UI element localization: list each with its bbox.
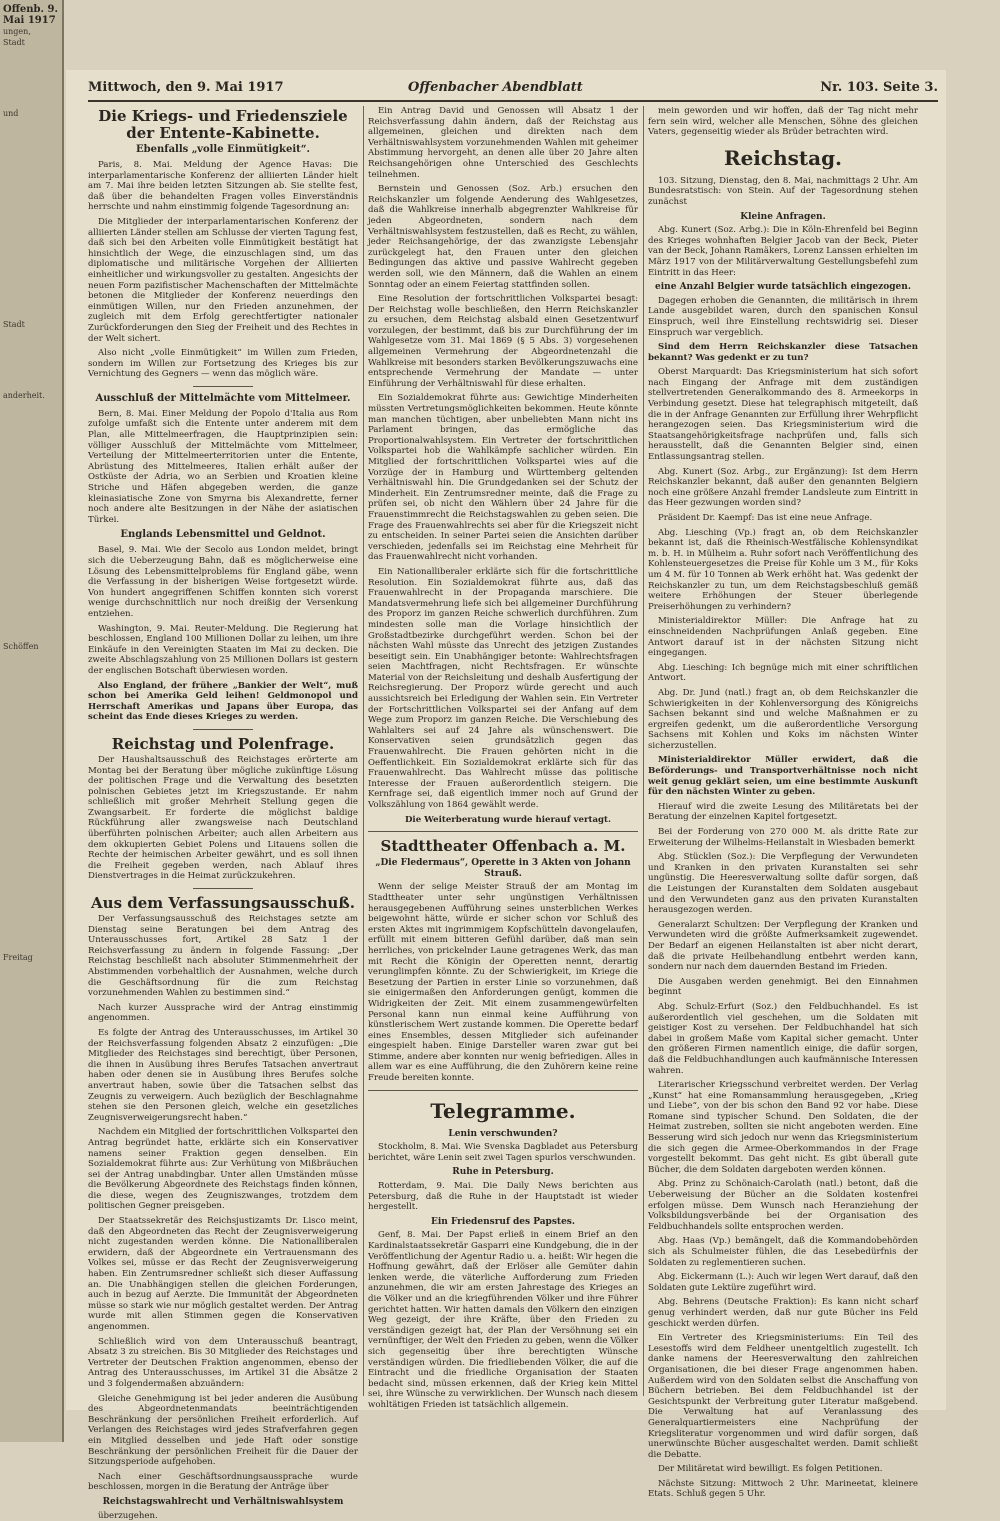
column-1 <box>88 106 358 1396</box>
paragraph: Nächste Sitzung: Mittwoch 2 Uhr. Marineetat, kleinere Etats. Schluß gegen 5 Uhr. <box>648 1479 918 1500</box>
article-headline: Die Kriegs- und Friedensziele der Entente-Kabinette. <box>88 108 358 142</box>
paragraph: Also England, der frühere „Bankier der Welt“, muß schon bei Amerika Geld leihen! Geldmonopol und Herrschaft Amerikas und Japans über Europa, das scheint das Ende dieses Krieges zu werden. <box>88 681 358 723</box>
paragraph: Schließlich wird von dem Unterausschuß beantragt, Absatz 3 zu streichen. Bis 30 Mitglieder des Reichstages und Vertreter der Deutschen Fraktion angenommen, ebenso der Antrag des Unterausschusses, im Artikel 31 die Absätze 2 und 3 folgendermaßen abzuändern: <box>88 1337 358 1390</box>
paragraph: Oberst Marquardt: Das Kriegsministerium hat sich sofort nach Eingang der Anfrage mit dem zuständigen stellvertretenden Generalkommando des 8. Armeekorps in Verbindung gesetzt. Diese hat telegraphisch mitgeteilt, daß die in der Anfrage Genannten zur Erfüllung ihrer Wehrpflicht herangezogen seien. Das Kriegsministerium wird die Staatsangehörigkeitsfrage nachprüfen und, falls sich herausstellt, daß die Genannten Belgier sind, einen Entlassungsantrag stellen. <box>648 367 918 462</box>
divider <box>193 729 253 730</box>
paragraph: Abg. Kunert (Soz. Arbg.): Die in Köln-Ehrenfeld bei Beginn des Krieges wohnhaften Belgier Jacob van der Beck, Pieter van der Beck, Johann Ramäkers, Lorenz Lanssen erhielten im März 1917 von der Militärverwaltung Gestellungsbefehl zum Eintritt in das Heer: <box>648 225 918 278</box>
play-title: „Die Fledermaus“, Operette in 3 Akten von Johann Strauß. <box>368 858 638 879</box>
paragraph: Ministerialdirektor Müller: Die Anfrage hat zu einschneidenden Nachprüfungen Anlaß gegeben. Eine Antwort darauf ist in der nächsten Sitzung nicht eingegangen. <box>648 616 918 658</box>
header-issue: Nr. 103. Seite 3. <box>820 80 938 95</box>
paragraph: Abg. Kunert (Soz. Arbg., zur Ergänzung): Ist dem Herrn Reichskanzler bekannt, daß außer den genannten Belgiern noch eine größere Anzahl fremder Landsleute zum Eintritt in das Heer gezwungen worden sind? <box>648 467 918 509</box>
paragraph: Basel, 9. Mai. Wie der Secolo aus London meldet, bringt sich die Ueberzeugung Bahn, daß es möglicherweise eine Lösung des Lebensmittelproblems für England gäbe, wenn die Verfassung in der bisherigen Weise fortgesetzt würde. Von hundert angegriffenen Schiffen konnten sich vorerst wenige durchschnittlich nur noch dreißig der Versenkung entziehen. <box>88 545 358 619</box>
gutter-line: Schöffen <box>0 641 62 652</box>
paragraph: Dagegen erhoben die Genannten, die militärisch in ihrem Lande ausgebildet waren, durch den spanischen Konsul Einspruch, weil ihre Einstellung rechtswidrig sei. Dieser Einspruch war vergeblich. <box>648 296 918 338</box>
paragraph: Ein Sozialdemokrat führte aus: Gewichtige Minderheiten müssten Vertretungsmöglichkeiten bekommen. Heute könnte man manchen tüchtigen, aber unbeliebten Mann nicht ins Parlament bringen, das ermögliche das Proportionalwahlsystem. Ein Vertreter der fortschrittlichen Volkspartei hob die Wahlkämpfe sachlicher würden. Ein Mitglied der fortschrittlichen Volkspartei wies auf die Vorzüge der in Hamburg und Württemberg geltenden Verhältniswahl hin. Die Grundgedanken sei der Schutz der Minderheit. Ein Zentrumsredner meinte, daß die Frage zu prüfen sei, ob nicht den Wählern über 24 Jahre für die Frauenstimmrecht die Reichstagswahlen zu geben seien. Die Frage des Frauenwahlrechts sei aber für die Kriegszeit nicht zu entscheiden. In seiner Partei seien die Ansichten darüber verschieden, jedenfalls sei im Reichstag eine Mehrheit für das Frauenwahlrecht nicht vorhanden. <box>368 393 638 563</box>
article-headline: Ausschluß der Mittelmächte vom Mittelmeer. <box>88 393 358 405</box>
paragraph: Generalarzt Schultzen: Der Verpflegung der Kranken und Verwundeten wird die größte Aufmerksamkeit zugewendet. Der Bedarf an eigenen Heilanstalten ist aber nicht derart, daß die private Heilbehandlung entbehrt werden kann, sondern nur nach dem dauernden Bestand im Frieden. <box>648 920 918 973</box>
left-margin-strip <box>0 0 64 1442</box>
paragraph: Es folgte der Antrag des Unterausschusses, im Artikel 30 der Reichsverfassung folgenden Absatz 2 einzufügen: „Die Mitglieder des Reichstages sind berechtigt, über Personen, die ihnen in Ausübung ihres Berufes Tatsachen anvertraut haben oder denen sie in Ausübung ihres Berufes solche anvertraut haben, sowie über die Tatsachen selbst das Zeugnis zu verweigern. Auch bezüglich der Beschlagnahme stehen sie den Personen gleich, welche ein gesetzliches Zeugnisverweigerungsrecht haben.“ <box>88 1028 358 1123</box>
emphasis-line: eine Anzahl Belgier wurde tatsächlich eingezogen. <box>648 282 918 293</box>
page-header <box>88 78 938 102</box>
column-2 <box>368 106 638 1396</box>
newspaper-page <box>66 70 946 1410</box>
divider <box>193 888 253 889</box>
paragraph: Nachdem ein Mitglied der fortschrittlichen Volkspartei den Antrag begründet hatte, erklärte sich ein Konservativer namens seiner Fraktion gegen denselben. Ein Sozialdemokrat führte aus: Zur Verhütung von Mißbräuchen sei der Antrag unabdingbar. Unter allen Umständen müsse die Bevölkerung Abgeordnete des Reichstags finden können, die diese, wegen des Zeugniszwanges, trotzdem dem politischen Gegner preisgeben. <box>88 1127 358 1212</box>
paragraph: Paris, 8. Mai. Meldung der Agence Havas: Die interparlamentarische Konferenz der alliierten Länder hielt am 7. Mai ihre beiden letzten Sitzungen ab. Sie stellte fest, daß über die behandelten Fragen volles Einverständnis herrschte und nahm einstimmig folgende Tagesordnung an: <box>88 160 358 213</box>
gutter-line: Stadt <box>0 319 62 330</box>
paragraph: Abg. Eickermann (L.): Auch wir legen Wert darauf, daß den Soldaten gute Lektüre zugeführt wird. <box>648 1272 918 1293</box>
paragraph: Hierauf wird die zweite Lesung des Militäretats bei der Beratung der einzelnen Kapitel fortgesetzt. <box>648 802 918 823</box>
paragraph: Abg. Behrens (Deutsche Fraktion): Es kann nicht scharf genug verhindert werden, daß nur gute Bücher ins Feld geschickt werden dürfen. <box>648 1297 918 1329</box>
paragraph: Abg. Dr. Jund (natl.) fragt an, ob dem Reichskanzler die Schwierigkeiten in der Kohlenversorgung des Königreichs Sachsen bekannt sind und welche Maßnahmen er zu ergreifen gedenkt, um die außerordentliche Versorgung Sachsens mit Kohlen und Koks im nächsten Winter sicherzustellen. <box>648 688 918 752</box>
paragraph: mein geworden und wir hoffen, daß der Tag nicht mehr fern sein wird, welcher alle Menschen, Söhne des gleichen Vaters, gegenseitig wieder als Brüder betrachten wird. <box>648 106 918 138</box>
paragraph: Der Staatssekretär des Reichsjustizamts Dr. Lisco meint, daß den Abgeordneten das Recht der Zeugnisverweigerung nicht zugestanden werden könne. Die Nationalliberalen erwidern, daß der Abgeordnete ein Vertrauensmann des Volkes sei, müsse er das Recht der Zeugnisverweigerung haben. Ein Zentrumsredner schließt sich dieser Auffassung an. Die Unabhängigen stellen die gleichen Forderungen, auch in bezug auf Aerzte. Die Immunität der Abgeordneten müsse so stark wie nur möglich gestaltet werden. Der Antrag wurde mit allen Stimmen gegen die Konservativen angenommen. <box>88 1216 358 1333</box>
paragraph: Eine Resolution der fortschrittlichen Volkspartei besagt: Der Reichstag wolle beschließen, den Herrn Reichskanzler zu ersuchen, dem Reichstag alsbald einen Gesetzentwurf vorzulegen, der bestimmt, daß bis zur Durchführung der im Wahlgesetze vom 31. Mai 1869 (§ 5 Abs. 3) vorgesehenen allgemeinen Vermehrung der Abgeordnetenzahl die Wahlkreise mit besonders starken Bevölkerungszuwachs eine entsprechende Vermehrung der Mandate — unter Einführung der Verhältniswahl für diese erhalten. <box>368 294 638 389</box>
paragraph: überzugehen. <box>88 1511 358 1521</box>
gutter-heading: Offenb. 9. Mai 1917 <box>0 4 62 26</box>
section-headline-telegrams: Telegramme. <box>368 1099 638 1123</box>
section-headline-reichstag: Reichstag. <box>648 146 918 170</box>
paragraph: Bei der Forderung von 270 000 M. als dritte Rate zur Erweiterung der Wilhelms-Heilanstalt in Wiesbaden bemerkt <box>648 827 918 848</box>
paragraph: Abg. Stücklen (Soz.): Die Verpflegung der Verwundeten und Kranken in den privaten Kuranstalten sei sehr ungünstig. Die Heeresverwaltung sollte dafür sorgen, daß die Leistungen der Kuranstalten dem Soldaten ausgebaut und den Verwundeten ganz aus den privaten Kuranstalten herausgezogen werden. <box>648 852 918 916</box>
paragraph: Ministerialdirektor Müller erwidert, daß die Beförderungs- und Transportverhältnisse noch nicht weit genug geklärt seien, um eine bestimmte Auskunft für den nächsten Winter zu geben. <box>648 755 918 797</box>
article-headline: Englands Lebensmittel und Geldnot. <box>88 529 358 541</box>
header-date: Mittwoch, den 9. Mai 1917 <box>88 80 284 95</box>
paragraph: Der Verfassungsausschuß des Reichstages setzte am Dienstag seine Beratungen bei dem Antrag des Unterausschusses fort, Artikel 28 Satz 1 der Reichsverfassung zu ändern in folgende Fassung: „Der Reichstag beschließt nach absoluter Stimmenmehrheit der Abstimmenden vorbehaltlich der Ausnahmen, welche durch die Geschäftsordnung für die zum Reichstag vorzunehmenden Wahlen zu bestimmen sind.“ <box>88 914 358 999</box>
paragraph: Wenn der selige Meister Strauß der am Montag im Stadttheater unter sehr ungünstigen Verhältnissen herausgegebenen Aufführung seines unsterblichen Werkes beigewohnt hätte, würde er sicher schon vor Schluß des ersten Aktes mit ingrimmigem Kopfschütteln davongelaufen, erfüllt mit einem bitteren Gefühl darüber, daß man sein herrliches, von prickelnder Laune getragenes Werk, das man mit Recht die Königin der Operetten nennt, derartig verunglimpfen könnte. Zu der Schwierigkeit, im Kriege die Besetzung der Partien in erster Linie so vorzunehmen, daß sie einigermaßen den Anforderungen genügt, kommen die Widrigkeiten der Zeit. Mit einem zusammengewürfelten Personal kann nun einmal keine Aufführung von künstlerischem Wert zustande kommen. Die Operette bedarf eines Ensembles, dessen Mitglieder sich aufeinander eingespielt haben. Einige Darsteller waren zwar gut bei Stimme, andere aber konnten nur wenig befriedigen. Alles in allem war es eine Aufführung, die den Zuhörern keine reine Freude bereiten konnte. <box>368 882 638 1083</box>
paragraph: Ein Antrag David und Genossen will Absatz 1 der Reichsverfassung dahin ändern, daß der Reichstag aus allgemeinen, gleichen und direkten nach dem Verhältniswahlsystem vorzunehmenden Wahlen mit geheimer Abstimmung hervorgeht, an denen alle über 20 Jahre alten Reichsangehörigen ohne Unterschied des Geschlechts teilnehmen. <box>368 106 638 180</box>
paragraph: Washington, 9. Mai. Reuter-Meldung. Die Regierung hat beschlossen, England 100 Millionen Dollar zu leihen, um ihre Einkäufe in den Vereinigten Staaten im Mai zu decken. Die zweite Abschlagszahlung von 25 Millionen Dollars ist gestern der englischen Botschaft überwiesen worden. <box>88 624 358 677</box>
paragraph: Bern, 8. Mai. Einer Meldung der Popolo d'Italia aus Rom zufolge umfaßt sich die Entente unter anderem mit dem Plan, alle Mittelmeerfragen, die Hauptprinzipien sein: völliger Ausschluß der Mittelmächte vom Mittelmeer, Verteilung der Mittelmeerterritorien unter die Entente, Abrüstung des Mittelmeeres, Italien erhält außer der Ostküste der Adria, wo an Serbien und Kroatien kleine Striche und Häfen abgegeben werden, die ganze kleinasiatische Zone von Smyrna bis Alexandrette, ferner noch andere alte Besitzungen in der Nähe der asiatischen Türkei. <box>88 409 358 526</box>
article-headline: Stadttheater Offenbach a. M. <box>368 838 638 855</box>
gutter-line: Freitag <box>0 952 62 963</box>
paragraph: Genf, 8. Mai. Der Papst erließ in einem Brief an den Kardinalstaatssekretär Gasparri eine Kundgebung, die in der Veröffentlichung der Agentur Radio u. a. heißt: Wir hegen die Hoffnung gewährt, daß der Erlöser alle Gemüter dahin lenken werde, die väterliche Aufforderung zum Frieden anzunehmen, die wir am ersten Jahrestage des Krieges an die Völker und an die kriegführenden Völker und ihre Führer gerichtet hatten. Wir hatten damals den Völkern den einzigen Weg gezeigt, der ihre Kräfte, über den Frieden zu verständigen gezeigt hat, der Plan der Versöhnung sei ein vernünftiger, der Welt den Frieden zu geben, wenn die Völker sich gegenseitig über ihre berechtigten Wünsche verständigen würden. Die friedliebenden Völker, die auf die Eintracht und die friedliche Organisation der Staaten bedacht sind, müssen erkennen, daß der Krieg kein Mittel sei, ihre Wünsche zu verwirklichen. Der Wunsch nach diesem wohltätigen Frieden ist tatsächlich allgemein. <box>368 1230 638 1410</box>
article-headline: Reichstag und Polenfrage. <box>88 736 358 753</box>
paragraph: Abg. Prinz zu Schönaich-Carolath (natl.) betont, daß die Ueberweisung der Bücher an die Soldaten kostenfrei erfolgen müsse. Dem Wunsch nach Heranziehung der Volksbildungsverbände bei der Organisation des Feldbuchhandels sollte entsprochen werden. <box>648 1179 918 1232</box>
gutter-line: Stadt <box>0 37 62 48</box>
paragraph: Die Mitglieder der interparlamentarischen Konferenz der alliierten Länder stellen am Schlusse der vierten Tagung fest, daß sich bei den Arbeiten volle Einmütigkeit bestätigt hat hinsichtlich der Wege, die einzuschlagen sind, um das diplomatische und militärische Vorgehen der Alliierten einheitlicher und wirkungsvoller zu gestalten. Angesichts der neuen Form pazifistischer Machenschaften der Mittelmächte betonen die Mitglieder der Konferenz neuerdings den einmütigen Willen, nur den Frieden anzunehmen, der zugleich mit dem Erfolg gerechtfertigter nationaler Zurückforderungen den Sieg der Freiheit und des Rechtes in der Welt sichert. <box>88 217 358 344</box>
paragraph: Sind dem Herrn Reichskanzler diese Tatsachen bekannt? Was gedenkt er zu tun? <box>648 342 918 363</box>
paragraph: Ein Vertreter des Kriegsministeriums: Ein Teil des Lesestoffs wird dem Feldheer unentgeltlich zugestellt. Ich danke namens der Heeresverwaltung den zahlreichen Organisationen, die bei dieser Frage angenommen haben. Außerdem wird von den Soldaten selbst die Anschaffung von Büchern betrieben. Bei dem Feldbuchhandel ist der Gesichtspunkt der Verbreitung guter Literatur maßgebend. Die Verwaltung hat auf Veranlassung des Generalquartiermeisters eine Nachprüfung der Kriegsliteratur vorgenommen und wird dafür sorgen, daß unerwünschte Bücher ausgeschaltet werden. Damit schließt die Debatte. <box>648 1333 918 1460</box>
telegram-heading: Ein Friedensruf des Papstes. <box>368 1217 638 1228</box>
gutter-line: anderheit. <box>0 390 62 401</box>
paragraph: Rotterdam, 9. Mai. Die Daily News berichten aus Petersburg, daß die Ruhe in der Hauptstadt ist wieder hergestellt. <box>368 1181 638 1213</box>
paragraph: Also nicht „volle Einmütigkeit“ im Willen zum Frieden, sondern im Willen zur Fortsetzung des Krieges bis zur Vernichtung des Gegners — wenn das möglich wäre. <box>88 348 358 380</box>
divider <box>193 386 253 387</box>
article-headline: Aus dem Verfassungsausschuß. <box>88 895 358 912</box>
column-3 <box>648 106 918 1396</box>
paragraph: Bernstein und Genossen (Soz. Arb.) ersuchen den Reichskanzler um folgende Aenderung des Wahlgesetzes, daß die Wahlkreise innerhalb abgegrenzter Wahlkreise für jeden Abgeordneten, sondern nach dem Verhältniswahlsystem festzustellen, daß es Recht, zu wählen, jeder Reichsangehörige, der das zwanzigste Lebensjahr zurückgelegt hat, den Frauen unter den gleichen Bedingungen das aktive und passive Wahlrecht gegeben werden soll, wie den Männern, daß die Wahlen an einem Sonntag oder an einem Feiertag stattfinden sollen. <box>368 184 638 290</box>
divider <box>368 1090 638 1091</box>
column-rule <box>363 106 364 1396</box>
paragraph: Nach einer Geschäftsordnungsaussprache wurde beschlossen, morgen in die Beratung der Anträge über <box>88 1472 358 1493</box>
paragraph: Die Ausgaben werden genehmigt. Bei den Einnahmen beginnt <box>648 977 918 998</box>
subsection-heading: Kleine Anfragen. <box>648 212 918 223</box>
gutter-line: ungen, <box>0 26 62 37</box>
paragraph: Abg. Liesching: Ich begnüge mich mit einer schriftlichen Antwort. <box>648 663 918 684</box>
gutter-line: und <box>0 108 62 119</box>
emphasis-line: Reichstagswahlrecht und Verhältniswahlsystem <box>88 1497 358 1508</box>
paragraph: Abg. Liesching (Vp.) fragt an, ob dem Reichskanzler bekannt ist, daß die Rheinisch-Westfälische Kohlensyndikat m. b. H. in Mülheim a. Ruhr sofort nach Veröffentlichung des Kohlensteuergesetzes die Preise für Kohle um 3 M., für Koks um 4 M. für 10 Tonnen ab Werk erhöht hat. Was gedenkt der Reichskanzler zu tun, um dem Reichstagsbeschluß gemäß weitere Erhöhungen der Steuer überlegende Preiserhöhungen zu verhindern? <box>648 528 918 613</box>
paragraph: Abg. Haas (Vp.) bemängelt, daß die Kommandobehörden sich als Schulmeister fühlen, die das Lesebedürfnis der Soldaten zu reglementieren suchen. <box>648 1236 918 1268</box>
paragraph: Präsident Dr. Kaempf: Das ist eine neue Anfrage. <box>648 513 918 524</box>
paragraph: Gleiche Genehmigung ist bei jeder anderen die Ausübung des Abgeordnetenmandats beeinträchtigenden Beschränkung der persönlichen Freiheit erforderlich. Auf Verlangen des Reichstages wird jedes Strafverfahren gegen ein Mitglied desselben und jede Haft oder sonstige Beschränkung der persönlichen Freiheit für die Dauer der Sitzungsperiode aufgehoben. <box>88 1394 358 1468</box>
paragraph: Ein Nationalliberaler erklärte sich für die fortschrittliche Resolution. Ein Sozialdemokrat führte aus, daß das Frauenwahlrecht in der Propaganda marschiere. Die Mandatsvermehrung liefe sich bei allgemeiner Durchführung des Proporz im ganzen Reiche schwerlich durchführen. Zum mindesten solle man die Vorlage hinsichtlich der Großstadtbezirke durchgeführt werden. Schon bei der nächsten Wahl müsste das Unrecht des jetzigen Zustandes beseitigt sein. Ein Unabhängiger betonte: Wahlrechtsfragen seien Machtfragen, nicht Rechtsfragen. Er wünschte Material von der Reichsleitung und deshalb Ausfertigung der Reichsregierung. Der Proporz würde gerecht und auch aussichtsreich bei Erledigung der Wahlen sein. Ein Vertreter der Fortschrittlichen Volkspartei sei der Anfang auf dem Wege zum Proporz im ganzen Reiche. Die Verschiebung des Wahlalters sei auf 24 Jahre als wünschenswert. Die Konservativen seien grundsätzlich gegen das Frauenwahlrecht. Die Frauen gehörten nicht in die Oeffentlichkeit. Ein Sozialdemokrat erklärte sich für das Frauenwahlrecht. Das Wahlrecht müsse das politische Interesse der Frauen außerordentlich steigern. Die Kernfrage sei, daß eigentlich immer noch auf Grund der Volkszählung von 1864 gewählt werde. <box>368 567 638 811</box>
telegram-heading: Lenin verschwunden? <box>368 1129 638 1140</box>
paragraph: Die Weiterberatung wurde hierauf vertagt. <box>368 815 638 826</box>
paragraph: Abg. Schulz-Erfurt (Soz.) den Feldbuchhandel. Es ist außerordentlich viel geschehen, um die Soldaten mit geistiger Kost zu versehen. Der Feldbuchhandel hat sich dabei in großem Maße vom Kapital sicher gemacht. Unter den größeren Firmen namentlich einige, die dafür sorgen, daß die Feldbuchhandlungen auch kaufmännische Interessen wahren. <box>648 1002 918 1076</box>
telegram-heading: Ruhe in Petersburg. <box>368 1167 638 1178</box>
column-rule <box>643 106 644 1396</box>
paragraph: Der Militäretat wird bewilligt. Es folgen Petitionen. <box>648 1464 918 1475</box>
paragraph: 103. Sitzung, Dienstag, den 8. Mai, nachmittags 2 Uhr. Am Bundesratstisch: von Stein. Auf der Tagesordnung stehen zunächst <box>648 176 918 208</box>
paragraph: Nach kurzer Aussprache wird der Antrag einstimmig angenommen. <box>88 1003 358 1024</box>
header-paper-name: Offenbacher Abendblatt <box>408 80 583 95</box>
divider <box>368 831 638 832</box>
paragraph: Stockholm, 8. Mai. Wie Svenska Dagbladet aus Petersburg berichtet, wäre Lenin seit zwei Tagen spurlos verschwunden. <box>368 1142 638 1163</box>
paragraph: Der Haushaltsausschuß des Reichstages erörterte am Montag bei der Beratung über mögliche zukünftige Lösung der politischen Frage und die Verwaltung des besetzten polnischen Gebietes jetzt im Kriegszustande. Er nahm schließlich mit großer Mehrheit Stellung gegen die Zwangsarbeit. Er forderte die möglichst baldige Rückführung aller zwangsweise nach Deutschland überführten polnischen Arbeiter; auch allen Arbeitern aus dem okkupierten Gebiet Polens und Litauens sollen die Rechte der heimischen Arbeiter gewährt, und es soll ihnen die Freiheit gegeben werden, nach Ablauf ihres Dienstvertrages in die Heimat zurückzukehren. <box>88 755 358 882</box>
article-subheadline: Ebenfalls „volle Einmütigkeit“. <box>88 144 358 156</box>
paragraph: Literarischer Kriegsschund verbreitet werden. Der Verlag „Kunst“ hat eine Romansammlung herausgegeben, „Krieg und Liebe“, von der bis schon den Band 92 vor habe. Diese Romane sind typischer Schund. Den Soldaten, die der Heimat zustreben, sollten sie nicht angeboten werden. Eine Besserung wird sich jedoch nur wenn das Kriegsministerium die sich gegen die Armee-Oberkommandos in der Frage vorgestellt bekommt. Das geht nicht. Es gibt überall gute Bücher, die dem Soldaten dargeboten werden können. <box>648 1080 918 1175</box>
